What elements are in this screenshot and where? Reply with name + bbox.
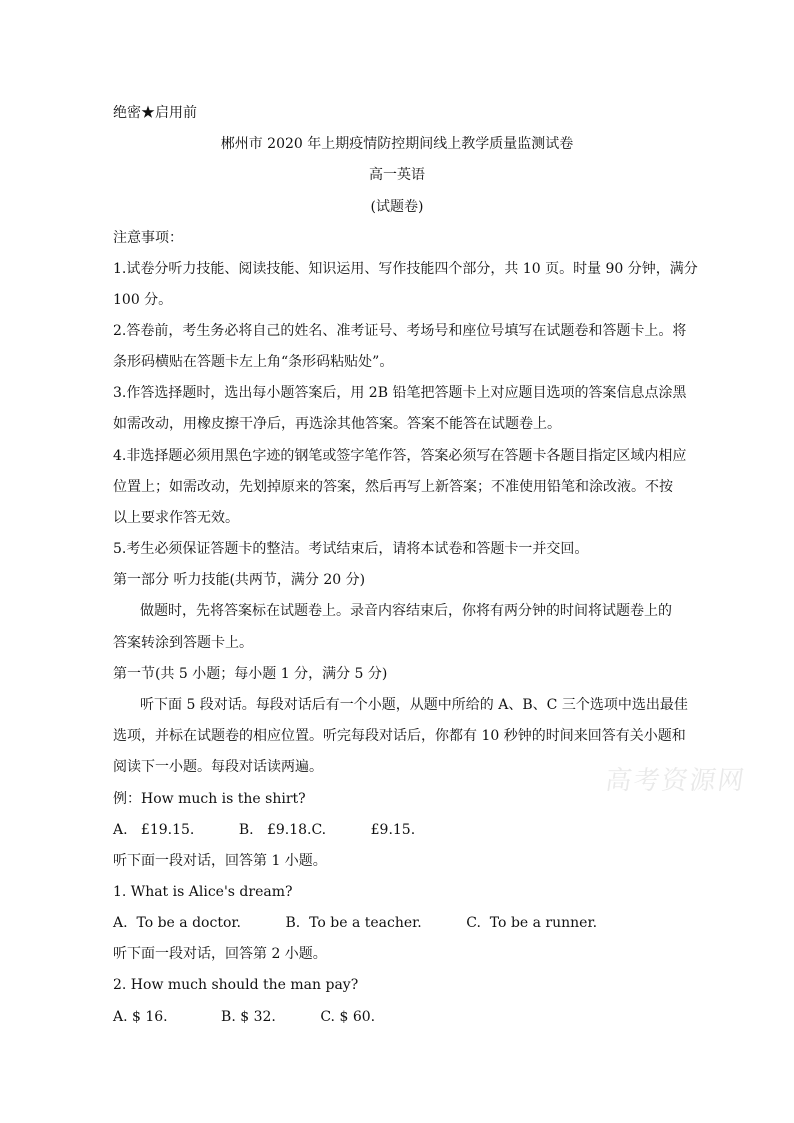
note-line: 位置上；如需改动，先划掉原来的答案，然后再写上新答案；不准使用铅笔和涂改液。不按	[113, 479, 673, 495]
example-options: A. £19.15. B. £9.18.C. £9.15.	[113, 822, 416, 838]
section1-intro: 听下面 5 段对话。每段对话后有一个小题，从题中所给的 A、B、C 三个选项中选出最佳	[140, 697, 688, 713]
note-line: 100 分。	[113, 292, 173, 308]
q1-instruction: 听下面一段对话，回答第 1 小题。	[113, 853, 327, 869]
q2-options: A. $ 16. B. $ 32. C. $ 60.	[113, 1009, 376, 1025]
confidential-label: 绝密★启用前	[113, 105, 197, 121]
section1-intro: 阅读下一小题。每段对话读两遍。	[113, 759, 323, 775]
note-line: 1.试卷分听力技能、阅读技能、知识运用、写作技能四个部分，共 10 页。时量 90 分钟，满分	[113, 261, 698, 277]
section1-intro: 选项，并标在试题卷的相应位置。听完每段对话后，你都有 10 秒钟的时间来回答有关小题和	[113, 728, 686, 744]
note-line: 3.作答选择题时，选出每小题答案后，用 2B 铅笔把答题卡上对应题目选项的答案信息点涂黑	[113, 385, 687, 401]
paper-type: (试题卷)	[370, 199, 424, 215]
q2-question: 2. How much should the man pay?	[113, 977, 359, 993]
part1-intro: 做题时，先将答案标在试题卷上。录音内容结束后，你将有两分钟的时间将试题卷上的	[140, 603, 672, 619]
q2-instruction: 听下面一段对话，回答第 2 小题。	[113, 946, 327, 962]
notes-heading: 注意事项：	[113, 230, 183, 246]
q1-question: 1. What is Alice's dream?	[113, 884, 293, 900]
exam-title: 郴州市 2020 年上期疫情防控期间线上教学质量监测试卷	[220, 136, 574, 152]
note-line: 2.答卷前，考生务必将自己的姓名、准考证号、考场号和座位号填写在试题卷和答题卡上。将	[113, 323, 687, 339]
note-line: 以上要求作答无效。	[113, 510, 239, 526]
part1-intro: 答案转涂到答题卡上。	[113, 635, 253, 651]
q1-options: A. To be a doctor. B. To be a teacher. C. To be a runner.	[113, 915, 598, 931]
subject-title: 高一英语	[369, 167, 425, 183]
note-line: 条形码横贴在答题卡左上角“条形码粘贴处”。	[113, 354, 394, 370]
note-line: 4.非选择题必须用黑色字迹的钢笔或签字笔作答，答案必须写在答题卡各题目指定区域内相应	[113, 448, 687, 464]
watermark: 高考资源网	[603, 766, 748, 796]
note-line: 5.考生必须保证答题卡的整洁。考试结束后，请将本试卷和答题卡一并交回。	[113, 541, 589, 557]
example-question: 例：How much is the shirt?	[113, 791, 306, 807]
section1-heading: 第一节(共 5 小题；每小题 1 分，满分 5 分)	[113, 666, 388, 682]
part1-heading: 第一部分 听力技能(共两节，满分 20 分)	[113, 572, 366, 588]
note-line: 如需改动，用橡皮擦干净后，再选涂其他答案。答案不能答在试题卷上。	[113, 416, 561, 432]
